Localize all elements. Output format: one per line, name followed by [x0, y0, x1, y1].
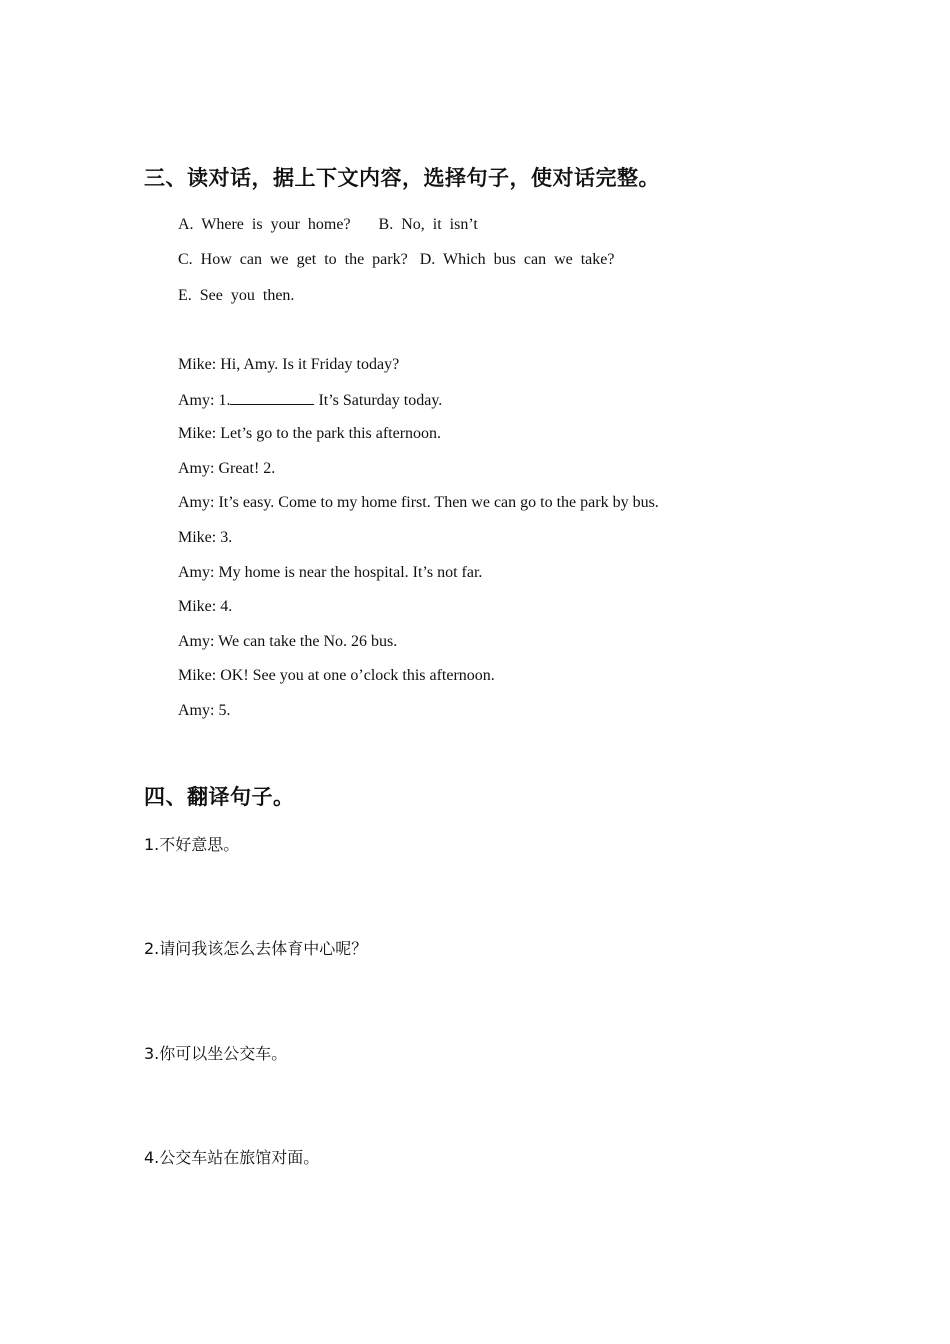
dialogue-line-2-suffix: It’s Saturday today.: [318, 392, 443, 409]
section-3-heading: 三、读对话，据上下文内容，选择句子，使对话完整。: [144, 166, 660, 190]
dialogue-line-7: Amy: My home is near the hospital. It’s not far.: [178, 564, 483, 581]
dialogue-line-11: Amy: 5.: [178, 702, 231, 719]
options-row-2: [178, 250, 614, 270]
option-b: B. No, it isn’t: [378, 216, 478, 233]
translate-item-3: 3.你可以坐公交车。: [144, 1044, 288, 1063]
dialogue-line-2: [178, 390, 442, 411]
dialogue-line-4: Amy: Great! 2.: [178, 460, 276, 477]
dialogue-line-10: Mike: OK! See you at one o’clock this afternoon.: [178, 667, 495, 684]
dialogue-line-9: Amy: We can take the No. 26 bus.: [178, 633, 398, 650]
option-a: A. Where is your home?: [178, 216, 351, 233]
section-4-heading: 四、翻译句子。: [144, 785, 295, 809]
dialogue-line-6: Mike: 3.: [178, 529, 233, 546]
translate-item-1: 1.不好意思。: [144, 835, 240, 854]
options-row-1: [178, 215, 478, 235]
dialogue-line-3: Mike: Let’s go to the park this afternoon.: [178, 425, 442, 442]
dialogue-line-2-prefix: Amy: 1.: [178, 392, 231, 409]
option-e: E. See you then.: [178, 287, 295, 304]
answer-blank-1[interactable]: [230, 390, 314, 405]
dialogue-line-5: Amy: It’s easy. Come to my home first. Then we can go to the park by bus.: [178, 494, 659, 511]
dialogue-line-1: Mike: Hi, Amy. Is it Friday today?: [178, 356, 400, 373]
dialogue-line-8: Mike: 4.: [178, 598, 233, 615]
translate-item-2: 2.请问我该怎么去体育中心呢？: [144, 939, 368, 958]
option-c: C. How can we get to the park?: [178, 251, 408, 268]
translate-item-4: 4.公交车站在旅馆对面。: [144, 1148, 320, 1167]
option-d: D. Which bus can we take?: [419, 251, 615, 268]
